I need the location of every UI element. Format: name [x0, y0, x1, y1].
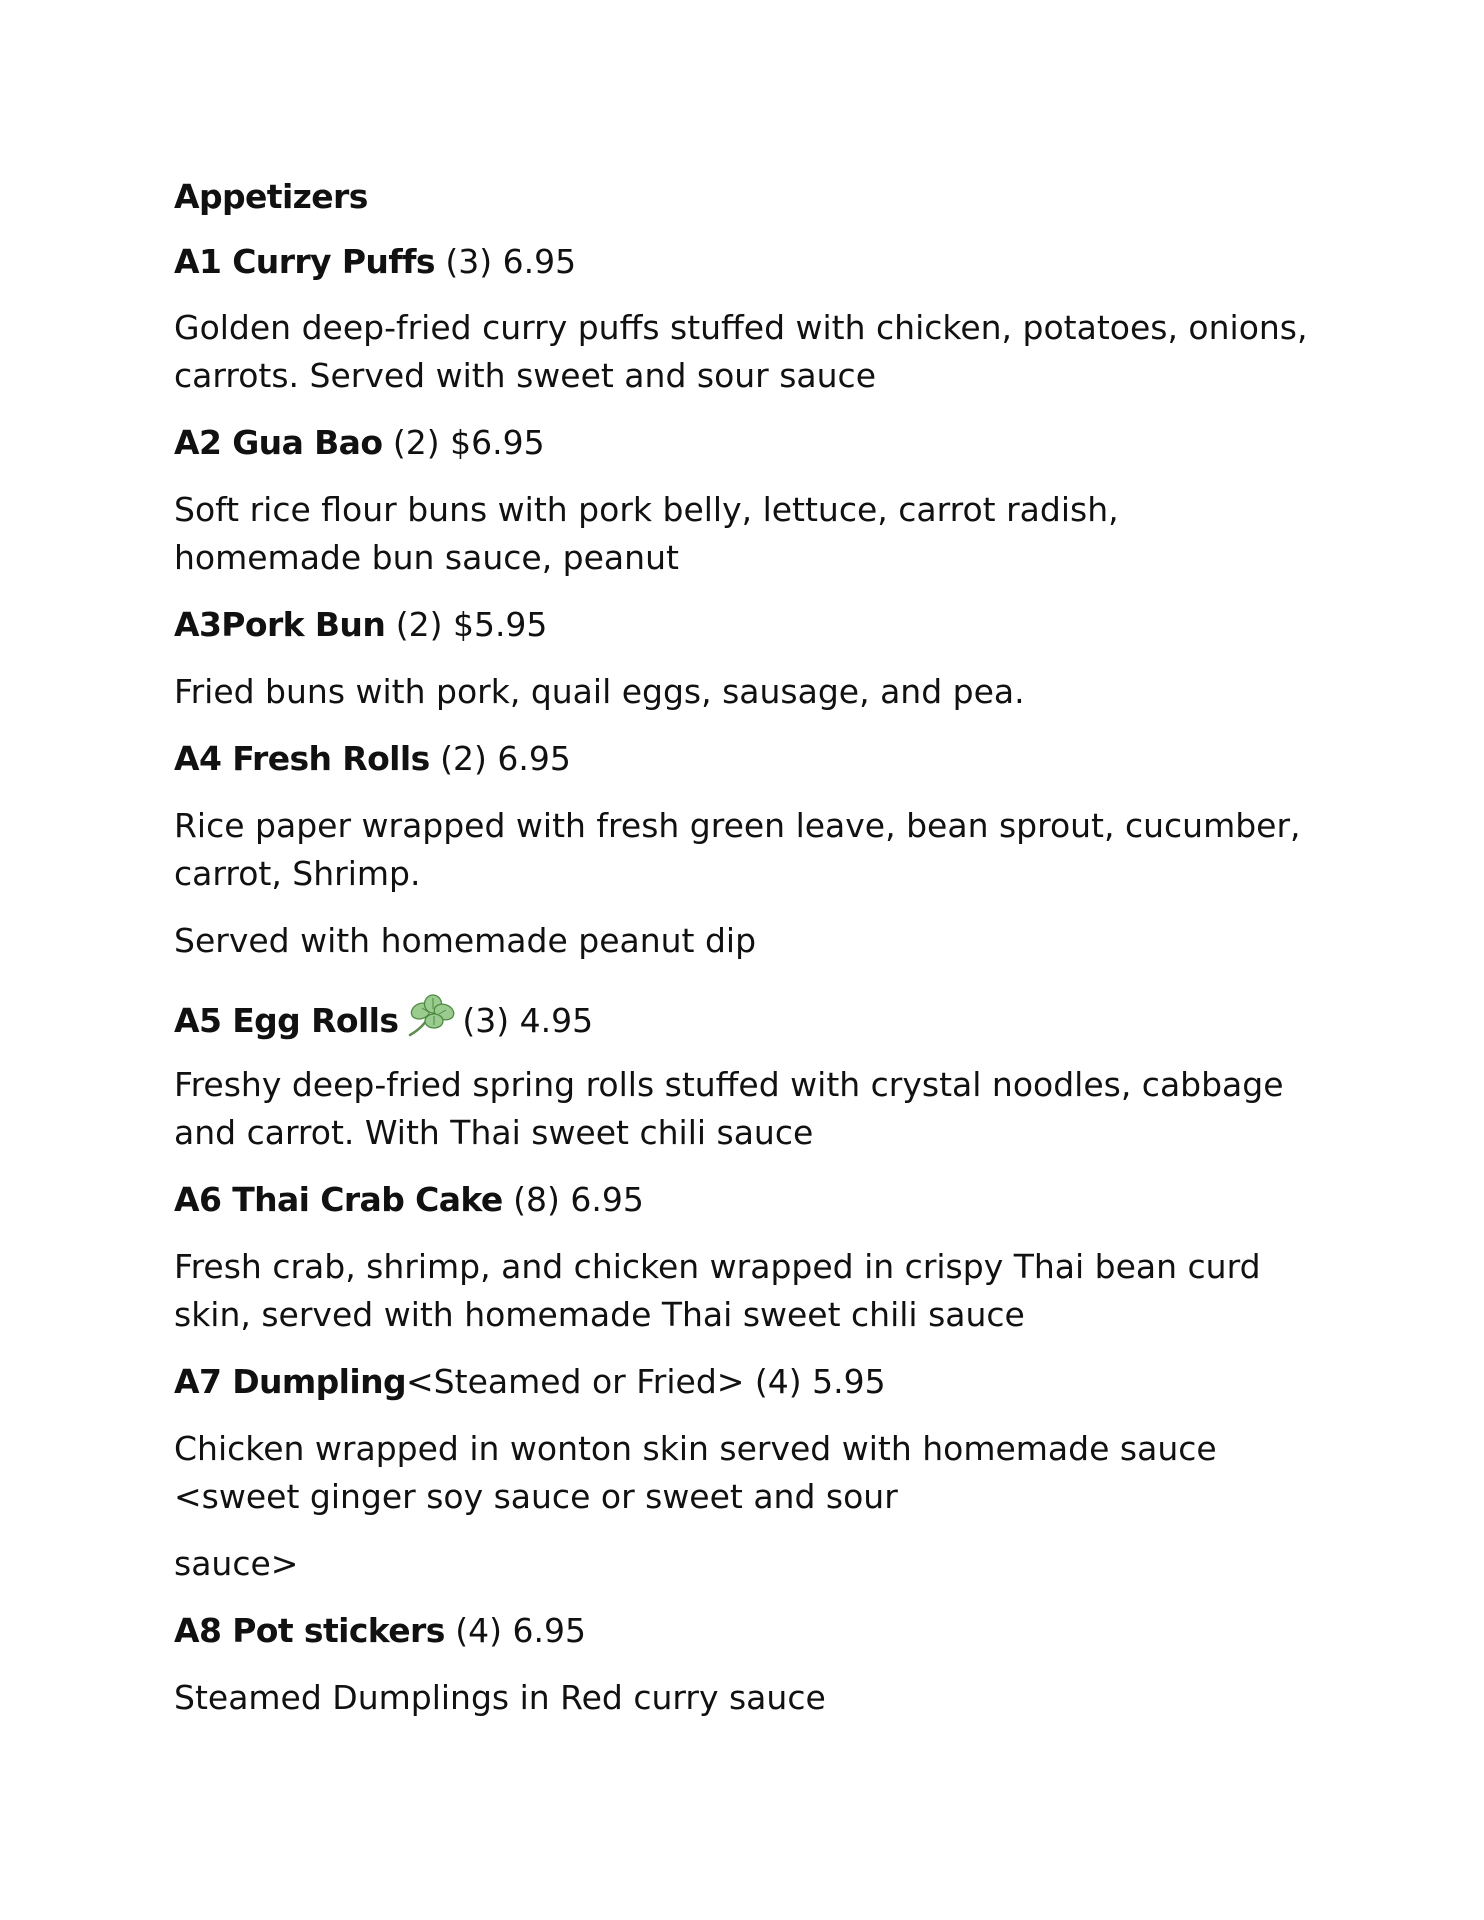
item-description: and carrot. With Thai sweet chili sauce — [174, 1113, 814, 1152]
item-description: Golden deep-fried curry puffs stuffed with chicken, potatoes, onions, — [174, 308, 1308, 347]
item-qty-price: (8) 6.95 — [513, 1180, 644, 1219]
item-description: carrot, Shrimp. — [174, 854, 421, 893]
item-qty-price: <Steamed or Fried> (4) 5.95 — [406, 1362, 886, 1401]
menu-item-title — [174, 601, 547, 649]
item-description: <sweet ginger soy sauce or sweet and sour — [174, 1477, 898, 1516]
menu-item-title — [174, 994, 593, 1045]
item-name: A4 Fresh Rolls — [174, 739, 430, 778]
clover-icon — [406, 994, 462, 1038]
item-description: Served with homemade peanut dip — [174, 921, 757, 960]
menu-item-title — [174, 419, 545, 467]
item-description: Chicken wrapped in wonton skin served with homemade sauce — [174, 1429, 1217, 1468]
item-description: homemade bun sauce, peanut — [174, 538, 679, 577]
item-description: skin, served with homemade Thai sweet chili sauce — [174, 1295, 1025, 1334]
menu-item-title — [174, 1176, 644, 1224]
item-description: Steamed Dumplings in Red curry sauce — [174, 1678, 826, 1717]
menu-item-title — [174, 1358, 886, 1406]
item-name: A5 Egg Rolls — [174, 1001, 399, 1040]
menu-item-title — [174, 735, 571, 783]
item-name: A1 Curry Puffs — [174, 242, 435, 281]
item-name: A7 Dumpling — [174, 1362, 407, 1401]
item-qty-price: (3) 6.95 — [445, 242, 577, 281]
item-name: A6 Thai Crab Cake — [174, 1180, 503, 1219]
item-description: Fried buns with pork, quail eggs, sausage, and pea. — [174, 672, 1025, 711]
item-description: Rice paper wrapped with fresh green leave, bean sprout, cucumber, — [174, 806, 1301, 845]
item-description: sauce> — [174, 1544, 299, 1583]
item-qty-price: (3) 4.95 — [462, 1001, 594, 1040]
menu-item-title — [174, 238, 576, 286]
menu-item-title — [174, 1607, 586, 1655]
section-title: Appetizers — [174, 177, 368, 216]
item-qty-price: (2) $5.95 — [395, 605, 548, 644]
item-description: carrots. Served with sweet and sour sauce — [174, 356, 877, 395]
item-name: A3Pork Bun — [174, 605, 386, 644]
item-description: Freshy deep-fried spring rolls stuffed with crystal noodles, cabbage — [174, 1065, 1284, 1104]
item-qty-price: (4) 6.95 — [455, 1611, 586, 1650]
item-description: Fresh crab, shrimp, and chicken wrapped in crispy Thai bean curd — [174, 1247, 1261, 1286]
item-qty-price: (2) $6.95 — [392, 423, 545, 462]
item-name: A2 Gua Bao — [174, 423, 383, 462]
item-description: Soft rice flour buns with pork belly, lettuce, carrot radish, — [174, 490, 1119, 529]
item-qty-price: (2) 6.95 — [440, 739, 571, 778]
item-name: A8 Pot stickers — [174, 1611, 445, 1650]
